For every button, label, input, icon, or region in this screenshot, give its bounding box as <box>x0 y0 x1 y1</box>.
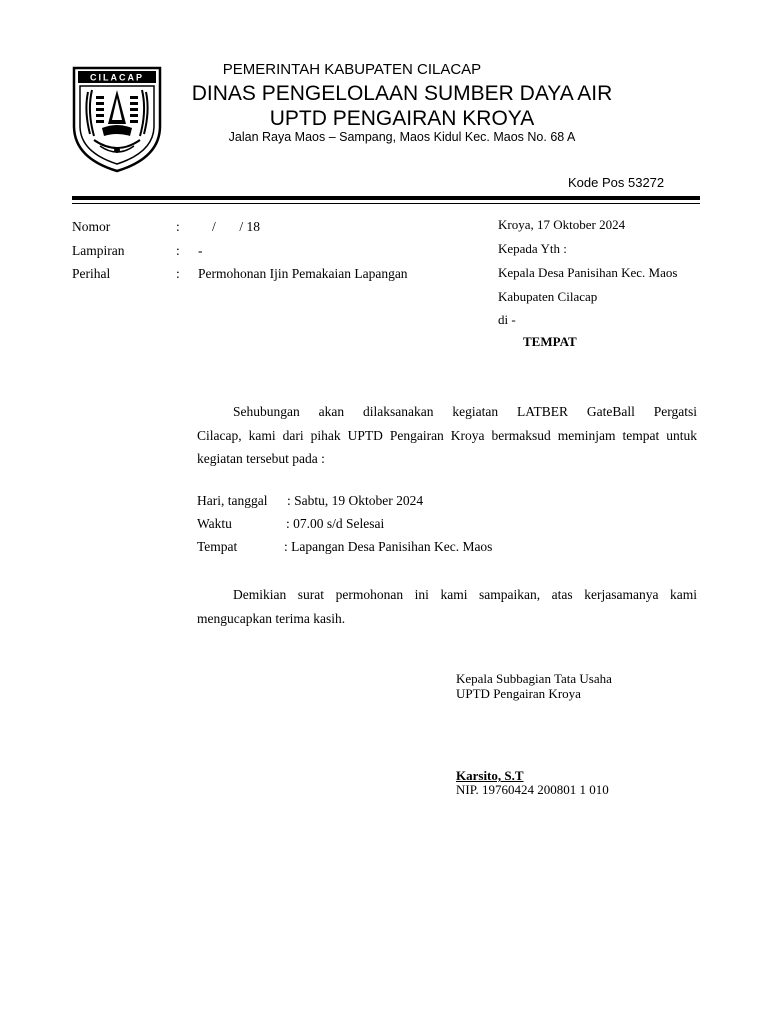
recipient-di: di - <box>498 312 516 327</box>
intro-rest: Cilacap, kami dari pihak UPTD Pengairan Kroya bermaksud meminjam tempat untuk kegiatan tersebut pada : <box>197 427 697 466</box>
body-paragraph-closing <box>197 583 697 630</box>
perihal-colon: : <box>176 266 180 281</box>
closing-rest: mengucapkan terima kasih. <box>197 610 346 626</box>
intro-first-line: Sehubungan akan dilaksanakan kegiatan LATBER GateBall Pergatsi <box>233 404 697 419</box>
hari-label: Hari, tanggal <box>197 493 268 508</box>
letterhead-rule-thick <box>72 196 700 200</box>
signature-position: Kepala Subbagian Tata Usaha <box>456 671 612 686</box>
signature-unit: UPTD Pengairan Kroya <box>456 686 581 701</box>
letterhead-rule-thin <box>72 203 700 204</box>
recipient-region: Kabupaten Cilacap <box>498 289 598 304</box>
perihal-label: Perihal <box>72 266 111 281</box>
nomor-colon: : <box>176 219 180 234</box>
nomor-value: / / 18 <box>212 219 261 234</box>
signature-name: Karsito, S.T <box>456 768 524 783</box>
letterhead-government: PEMERINTAH KABUPATEN CILACAP <box>222 61 482 78</box>
hari-value: : Sabtu, 19 Oktober 2024 <box>287 493 424 508</box>
recipient-name: Kepala Desa Panisihan Kec. Maos <box>498 265 678 280</box>
waktu-value: : 07.00 s/d Selesai <box>286 516 385 531</box>
perihal-value: Permohonan Ijin Pemakaian Lapangan <box>198 266 408 281</box>
tempat-value: : Lapangan Desa Panisihan Kec. Maos <box>284 539 493 554</box>
signature-nip: NIP. 19760424 200801 1 010 <box>456 782 609 797</box>
nomor-label: Nomor <box>72 219 111 234</box>
lampiran-value: - <box>198 243 203 258</box>
lampiran-colon: : <box>176 243 180 258</box>
letterhead-department: DINAS PENGELOLAAN SUMBER DAYA AIR <box>191 82 613 105</box>
body-paragraph-intro <box>197 400 697 471</box>
recipient-kepada: Kepada Yth : <box>498 241 567 256</box>
svg-text:CILACAP: CILACAP <box>90 72 144 83</box>
lampiran-label: Lampiran <box>72 243 125 258</box>
letterhead-unit: UPTD PENGAIRAN KROYA <box>269 107 535 130</box>
closing-first-line: Demikian surat permohonan ini kami sampaikan, atas kerjasamanya kami <box>233 587 697 602</box>
letterhead-address: Jalan Raya Maos – Sampang, Maos Kidul Kec. Maos No. 68 A <box>228 130 576 144</box>
waktu-label: Waktu <box>197 516 232 531</box>
letter-date: Kroya, 17 Oktober 2024 <box>498 217 626 232</box>
recipient-tempat: TEMPAT <box>523 334 577 349</box>
tempat-label: Tempat <box>197 539 238 554</box>
letterhead-postcode: Kode Pos 53272 <box>568 175 665 190</box>
